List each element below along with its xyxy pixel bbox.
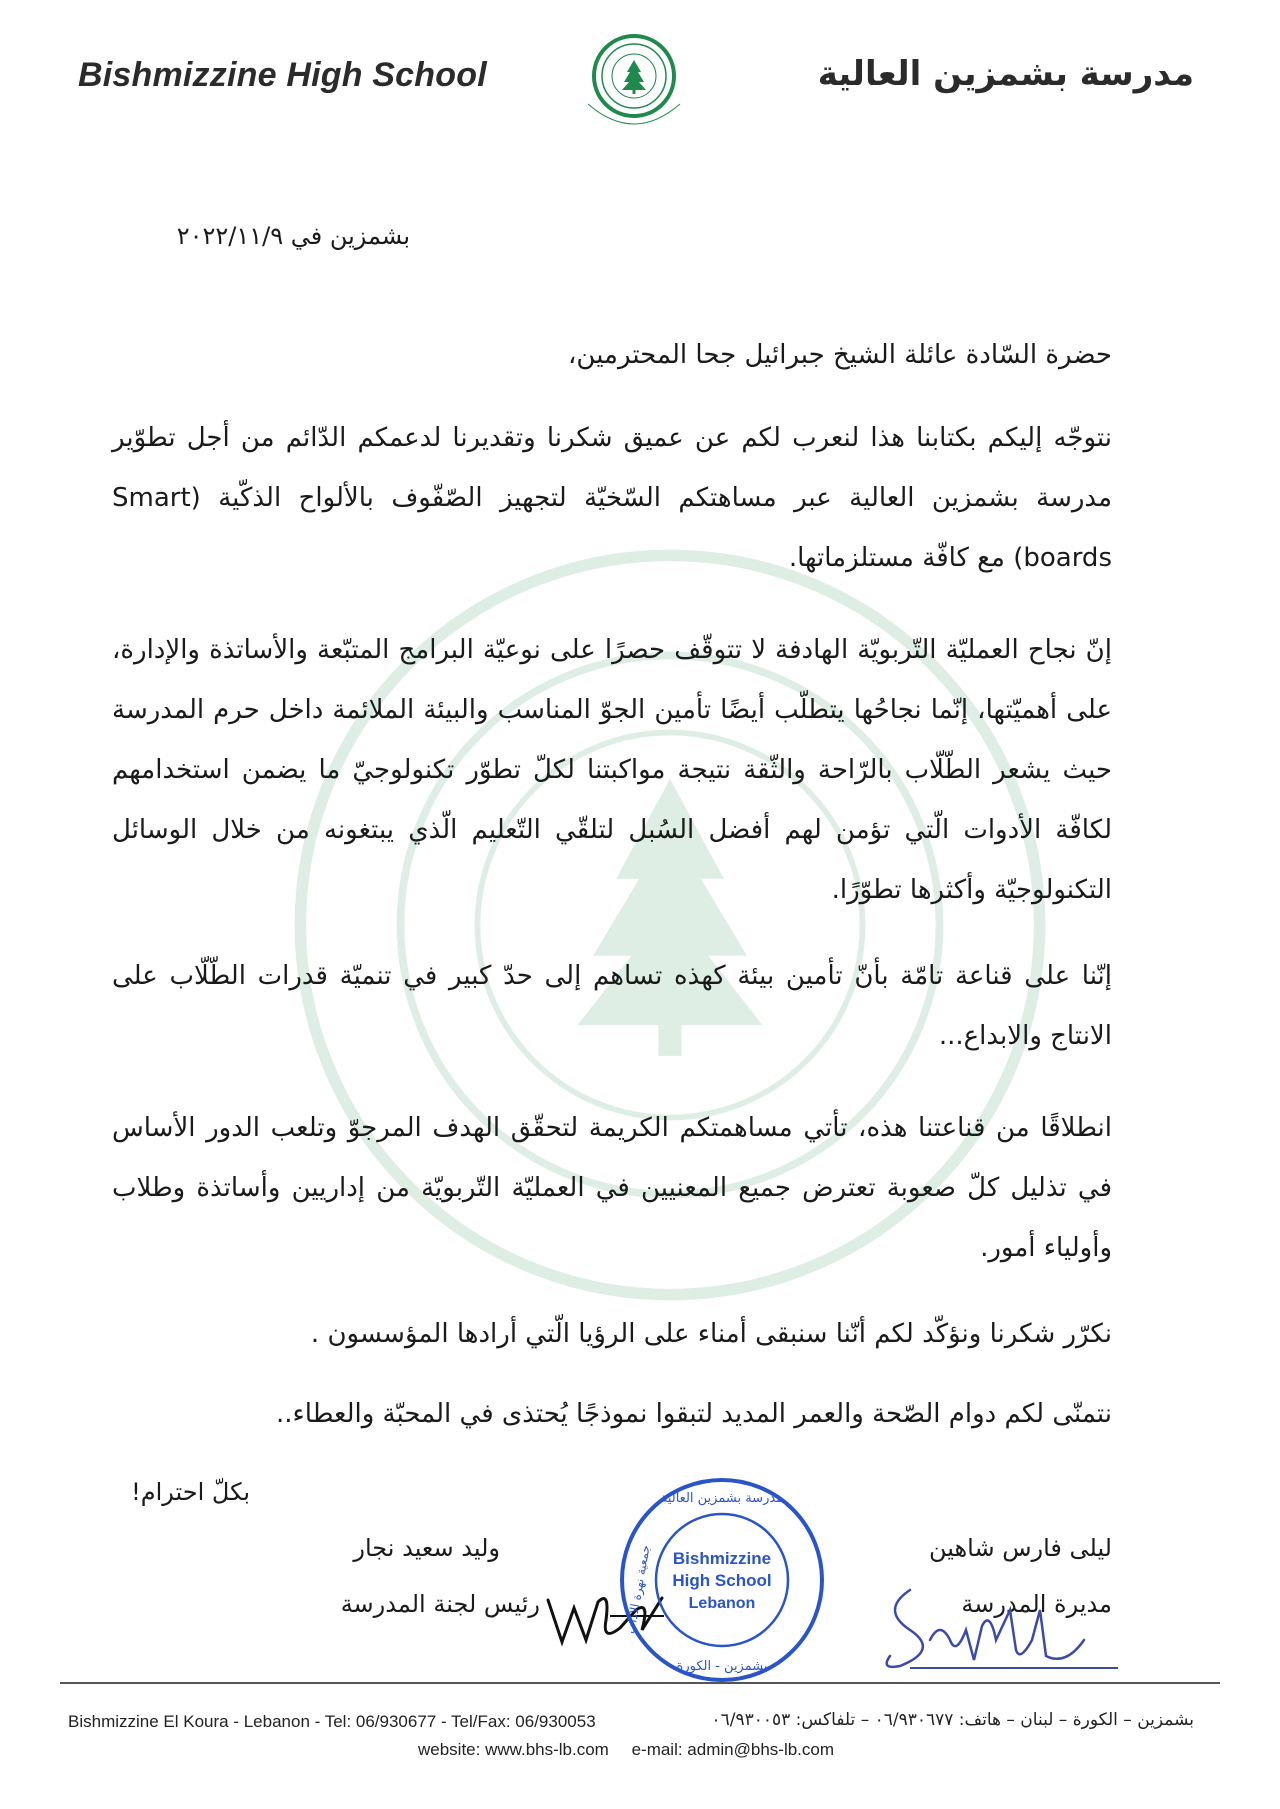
stamp-line-3: Lebanon — [688, 1595, 756, 1612]
salutation: حضرة السّادة عائلة الشيخ جبرائيل جحا المحترمين، — [568, 340, 1112, 370]
stamp-line-1: Bishmizzine — [672, 1549, 772, 1568]
principal-name: ليلى فارس شاهين — [928, 1534, 1112, 1562]
school-name-en: Bishmizzine High School — [78, 56, 487, 94]
school-stamp — [612, 1470, 832, 1690]
paragraph-5: نكرّر شكرنا ونؤكّد لكم أنّنا سنبقى أمناء على الرؤيا الّتي أرادها المؤسسون . — [310, 1319, 1112, 1349]
stamp-line-2: High School — [672, 1571, 772, 1590]
footer-website[interactable]: website: www.bhs-lb.com — [418, 1740, 609, 1759]
stamp-ring-top: مدرسة بشمزين العالية — [660, 1491, 784, 1506]
committee-head-name: وليد سعيد نجار — [353, 1534, 500, 1562]
school-name-ar: مدرسة بشمزين العالية — [817, 54, 1194, 94]
principal-title: مديرة المدرسة — [961, 1590, 1112, 1618]
school-logo — [578, 26, 690, 138]
paragraph-6: نتمنّى لكم دوام الصّحة والعمر المديد لتبقوا نموذجًا يُحتذى في المحبّة والعطاء.. — [276, 1399, 1112, 1429]
principal-signature — [870, 1570, 1120, 1680]
footer-email[interactable]: e-mail: admin@bhs-lb.com — [631, 1740, 835, 1759]
footer-address-ar: بشمزين – الكورة – لبنان – هاتف: ٠٦/٩٣٠٦٧٧ – تلفاكس: ٠٦/٩٣٠٠٥٣ — [711, 1710, 1194, 1730]
paragraph-4: انطلاقًا من قناعتنا هذه، تأتي مساهمتكم الكريمة لتحقّق الهدف المرجوّ وتلعب الدور الأساس في تذليل كلّ صعوبة تعترض جميع المعنيين في العمليّة التّربويّة من إداريين وأساتذة وطلاب وأولياء أمور. — [112, 1113, 1112, 1263]
paragraph-1: نتوجّه إليكم بكتابنا هذا لنعرب لكم عن عميق شكرنا وتقديرنا لدعمكم الدّائم من أجل تطوّير مدرسة بشمزين العالية عبر مساهتكم السّخيّة لتجهيز الصّفّوف بالألواح الذكّية (Smart boards) مع كافّة مستلزماتها. — [112, 423, 1112, 573]
committee-head-title: رئيس لجنة المدرسة — [340, 1590, 540, 1618]
stamp-ring-left: جمعية نهرة الآداب — [623, 1543, 653, 1635]
paragraph-2: إنّ نجاح العمليّة التّربويّة الهادفة لا تتوقّف حصرًا على نوعيّة البرامج المتبّعة والأساتذة والإدارة، على أهميّتها، إنّما نجاحُها يتطلّب أيضًا تأمين الجوّ المناسب والبيئة الملائمة داخل حرم المدرسة حيث يشعر الطّلّاب بالرّاحة والثّقة نتيجة مواكبتنا لكلّ تطوّر تكنولوجيّ ما يضمن استخدامهم لكافّة الأدوات الّتي تؤمن لهم أفضل السُبل لتلقّي التّعليم الّذي يبتغونه من خلال الوسائل التكنولوجيّة وأكثرها تطوّرًا. — [112, 635, 1112, 905]
letter-date: بشمزين في ٢٠٢٢/١١/٩ — [176, 222, 410, 250]
footer-address-en: Bishmizzine El Koura - Lebanon - Tel: 06/930677 - Tel/Fax: 06/930053 — [68, 1712, 596, 1731]
paragraph-3: إنّنا على قناعة تامّة بأنّ تأمين بيئة كهذه تساهم إلى حدّ كبير في تنميّة قدرات الطّلّاب على الانتاج والابداع... — [112, 961, 1112, 1051]
closing-regards: بكلّ احترام! — [131, 1478, 250, 1506]
stamp-ring-bottom: بشمزين - الكورة — [676, 1659, 768, 1674]
footer-divider — [60, 1682, 1220, 1684]
footer-contact — [418, 1740, 834, 1760]
